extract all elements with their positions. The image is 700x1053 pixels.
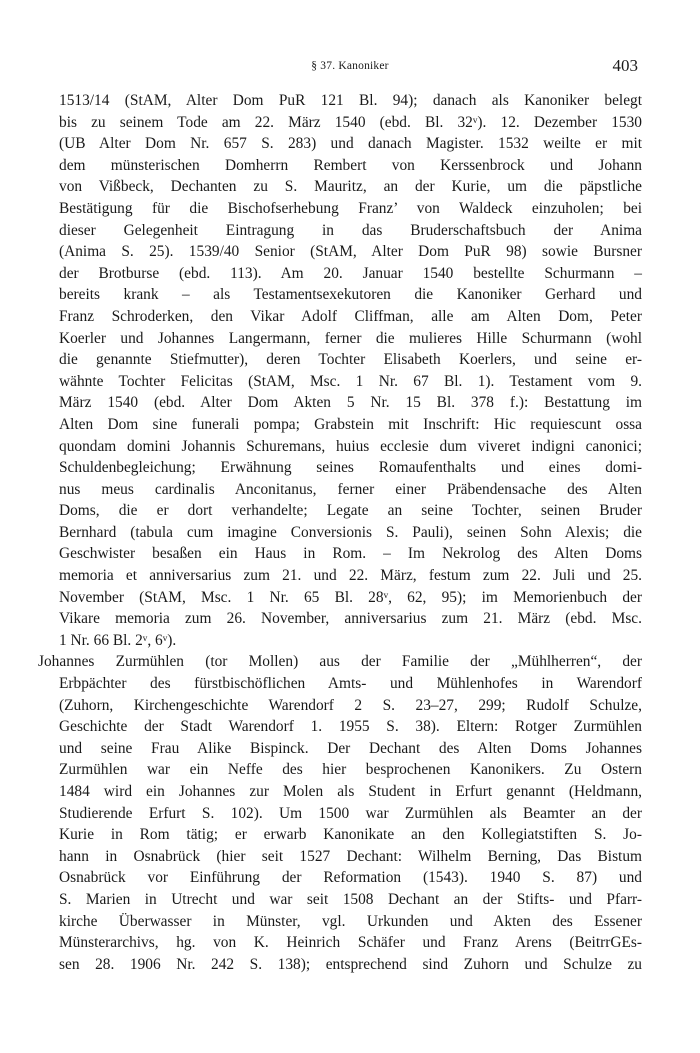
text-line: Koerler und Johannes Langermann, ferner die mulieres Hille Schurmann (wohl (59, 329, 642, 347)
paragraph-zurmuehlen (38, 651, 642, 975)
text-line: Geschwister besaßen ein Haus in Rom. – Im Nekrolog des Alten Doms (59, 545, 642, 563)
text-line: (UB Alter Dom Nr. 657 S. 283) und danach Magister. 1532 weilte er mit (59, 135, 642, 153)
text-line: Geschichte der Stadt Warendorf 1. 1955 S. 38). Eltern: Rotger Zurmühlen (59, 718, 642, 736)
text-line: Franz Schroderken, den Vikar Adolf Cliffman, alle am Alten Dom, Peter (59, 307, 642, 325)
running-head (0, 56, 700, 76)
text-line: Bernhard (tabula cum imagine Conversionis S. Pauli), seinen Sohn Alexis; die (59, 523, 642, 541)
page-number: 403 (612, 56, 638, 75)
text-line: Osnabrück vor Einführung der Reformation (1543). 1940 S. 87) und (59, 869, 642, 887)
text-line: die genannte Stiefmutter), deren Tochter Elisabeth Koerlers, und seine er- (59, 351, 642, 369)
text-line: der Brotburse (ebd. 113). Am 20. Januar 1540 bestellte Schurmann – (59, 264, 642, 282)
text-line: S. Marien in Utrecht und war seit 1508 Dechant an der Stifts- und Pfarr- (59, 890, 642, 908)
text-line: Bestätigung für die Bischofserhebung Franz’ von Waldeck einzuholen; bei (59, 199, 642, 217)
text-line: dem münsterischen Domherrn Rembert von Kerssenbrock und Johann (59, 156, 642, 174)
text-line: kirche Überwasser in Münster, vgl. Urkunden und Akten des Essener (59, 912, 642, 930)
text-line: 1484 wird ein Johannes zur Molen als Student in Erfurt genannt (Heldmann, (59, 783, 642, 800)
text-line: Doms, die er dort verhandelte; Legate an seine Tochter, seinen Bruder (59, 502, 642, 520)
section-title: § 37. Kanoniker (311, 60, 389, 72)
text-line: memoria et anniversarius zum 21. und 22. März, festum zum 22. Juli und 25. (59, 567, 642, 585)
text-line-entry-head: Johannes Zurmühlen (tor Mollen) aus der Familie der „Mühlherren“, der (38, 653, 642, 671)
paragraph-schurmann-continued (38, 90, 642, 651)
text-line: Studierende Erfurt S. 102). Um 1500 war Zurmühlen als Beamter an der (59, 804, 642, 822)
text-line: 1 Nr. 66 Bl. 2ᵛ, 6ᵛ). (59, 631, 177, 649)
text-line: nus meus cardinalis Anconitanus, ferner einer Präbendensache des Alten (59, 480, 642, 498)
text-line: sen 28. 1906 Nr. 242 S. 138); entsprechend sind Zuhorn und Schulze zu (59, 955, 642, 973)
text-line: und seine Frau Alike Bispinck. Der Dechant des Alten Doms Johannes (59, 739, 642, 757)
text-line: dieser Gelegenheit Eintragung in das Bruderschaftsbuch der Anima (59, 221, 642, 239)
text-line: von Vißbeck, Dechanten zu S. Mauritz, an der Kurie, um die päpstliche (59, 178, 642, 196)
text-line: bis zu seinem Tode am 22. März 1540 (ebd. Bl. 32ᵛ). 12. Dezember 1530 (59, 113, 642, 131)
text-line: (Zuhorn, Kirchengeschichte Warendorf 2 S. 23–27, 299; Rudolf Schulze, (59, 696, 642, 714)
text-line: quondam domini Johannis Schuremans, huius ecclesie dum viveret indigni canonici; (59, 437, 642, 455)
text-line: November (StAM, Msc. 1 Nr. 65 Bl. 28ᵛ, 62, 95); im Memorienbuch der (59, 588, 642, 606)
text-line: Kurie in Rom tätig; er erwarb Kanonikate an den Kollegiatstiften S. Jo- (59, 826, 642, 844)
text-line: bereits krank – als Testamentsexekutoren die Kanoniker Gerhard und (59, 286, 642, 304)
text-line: Münsterarchivs, hg. von K. Heinrich Schäfer und Franz Arens (BeitrrGEs- (59, 934, 642, 952)
text-line: wähnte Tochter Felicitas (StAM, Msc. 1 Nr. 67 Bl. 1). Testament vom 9. (59, 372, 642, 390)
body-text (38, 90, 642, 975)
text-line: Zurmühlen war ein Neffe des hier besprochenen Kanonikers. Zu Ostern (59, 761, 642, 779)
text-line: Vikare memoria zum 26. November, anniversarius zum 21. März (ebd. Msc. (59, 610, 642, 628)
text-line: (Anima S. 25). 1539/40 Senior (StAM, Alter Dom PuR 98) sowie Bursner (59, 243, 642, 261)
text-line: Schuldenbegleichung; Erwähnung seines Romaufenthalts und eines domi- (59, 459, 642, 477)
text-line: hann in Osnabrück (hier seit 1527 Dechant: Wilhelm Berning, Das Bistum (59, 847, 642, 865)
text-line: März 1540 (ebd. Alter Dom Akten 5 Nr. 15 Bl. 378 f.): Bestattung im (59, 394, 642, 412)
text-line: Alten Dom sine funerali pompa; Grabstein mit Inschrift: Hic requiescunt ossa (59, 415, 642, 433)
text-line: 1513/14 (StAM, Alter Dom PuR 121 Bl. 94); danach als Kanoniker belegt (59, 92, 642, 109)
text-line: Erbpächter des fürstbischöflichen Amts- und Mühlenhofes in Warendorf (59, 675, 642, 693)
